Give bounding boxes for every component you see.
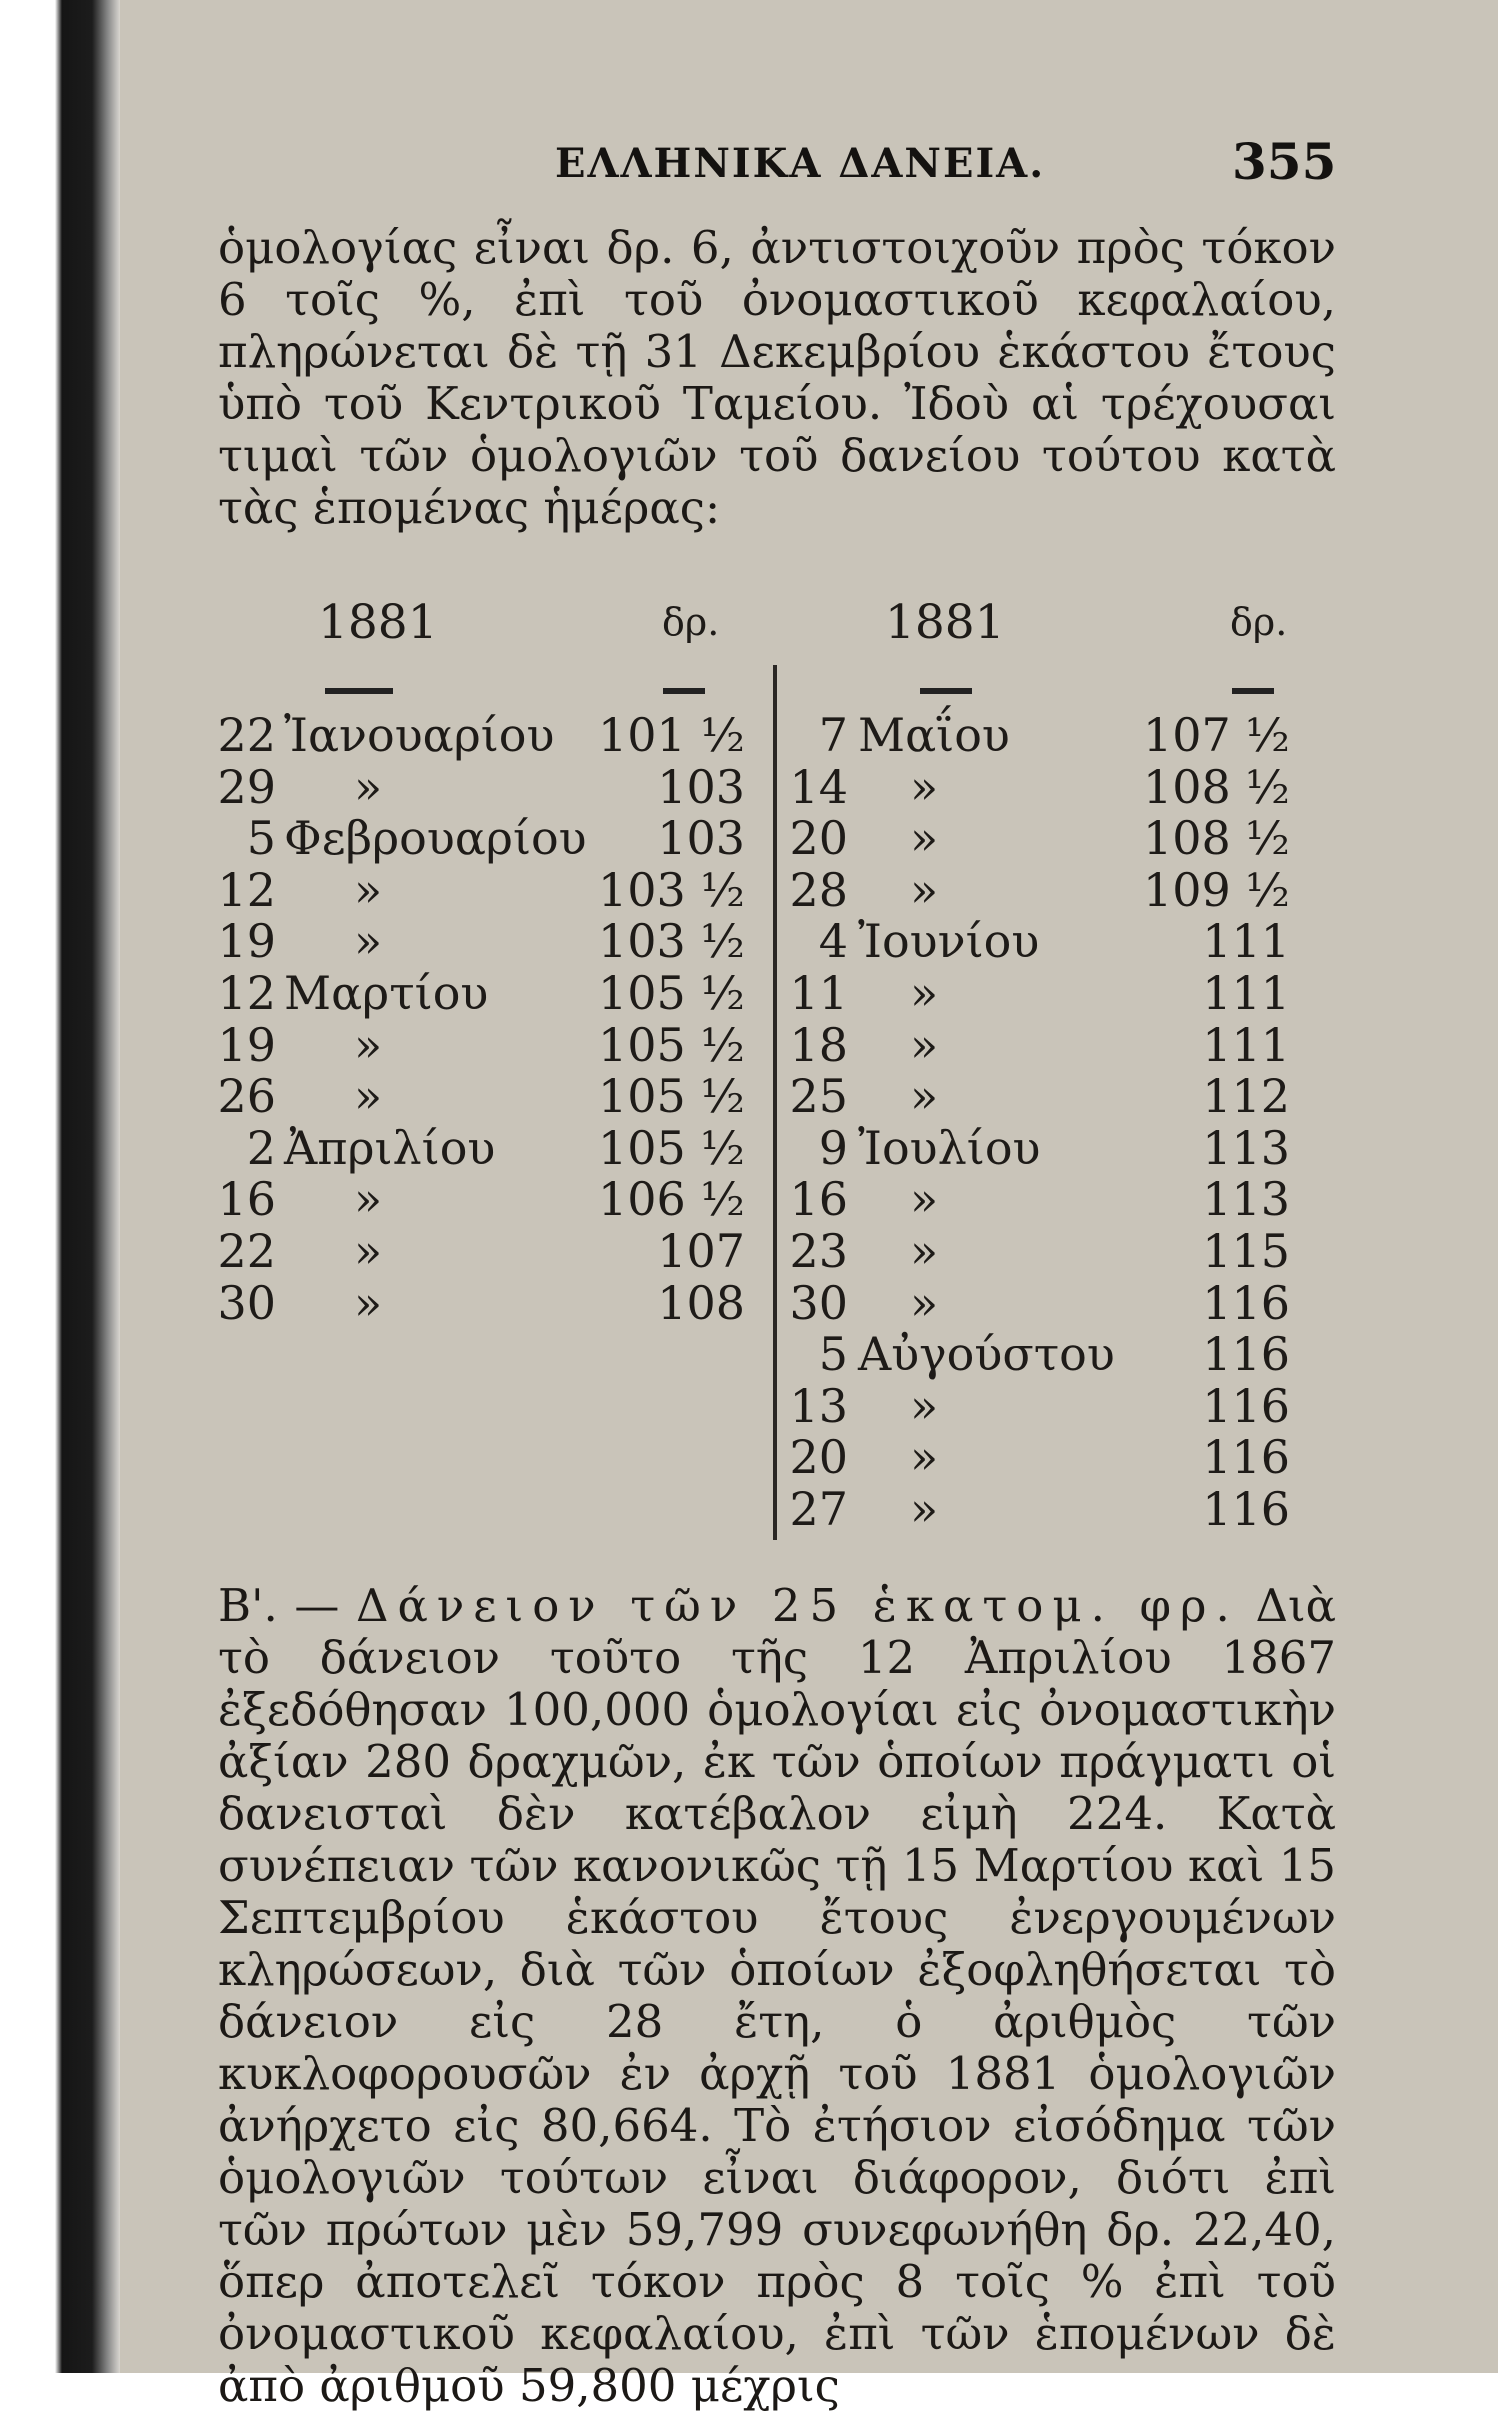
row-price-value: 105 ½: [597, 1017, 745, 1072]
row-day-value: 9: [818, 1120, 848, 1175]
row-day-value: 30: [217, 1275, 276, 1330]
row-price: [1142, 708, 1290, 762]
row-price: [597, 862, 745, 917]
row-month-value: Ἰουλίου: [858, 1120, 1041, 1175]
row-day: [780, 968, 848, 1018]
section-b-paragraph: [218, 1580, 1336, 2412]
row-price-value: 116: [1202, 1327, 1290, 1382]
row-price-value: 112: [1202, 1069, 1290, 1124]
row-price: [1150, 1484, 1290, 1534]
row-day-value: 16: [217, 1172, 276, 1227]
row-month-value: »: [910, 1430, 939, 1485]
book-spine: [0, 0, 120, 2373]
row-day: [780, 1120, 848, 1175]
row-price: [600, 1226, 745, 1276]
row-month-value: »: [910, 1069, 939, 1124]
row-month-value: »: [354, 759, 383, 814]
row-price-value: 116: [1202, 1430, 1290, 1485]
row-price-value: 106 ½: [597, 1172, 745, 1227]
heading-rule: [663, 688, 705, 694]
row-day: [780, 1327, 848, 1382]
row-price: [1142, 811, 1290, 866]
row-month-value: »: [354, 1069, 383, 1124]
row-month-value: »: [910, 1172, 939, 1227]
row-price-value: 108: [657, 1275, 745, 1330]
row-price: [597, 1120, 745, 1175]
row-day-value: 20: [789, 1430, 848, 1485]
row-day-value: 23: [789, 1224, 848, 1278]
row-month-value: »: [354, 914, 383, 969]
row-month-value: »: [354, 1017, 383, 1072]
row-month-value: »: [910, 1482, 939, 1536]
row-price: [600, 811, 745, 866]
heading-rule: [325, 688, 393, 694]
row-price: [1150, 1017, 1290, 1072]
left-year-heading: 1881: [318, 595, 438, 650]
row-price-value: 101 ½: [597, 708, 745, 762]
row-price: [1150, 968, 1290, 1018]
row-price-value: 105 ½: [597, 1120, 745, 1175]
right-unit-heading: δρ.: [1230, 600, 1288, 644]
row-day: [217, 1017, 276, 1072]
row-price-value: 105 ½: [597, 966, 745, 1020]
column-divider: [773, 665, 777, 1540]
row-price-value: 107 ½: [1142, 708, 1290, 762]
row-day: [218, 968, 276, 1018]
row-price: [597, 708, 745, 762]
row-day: [780, 811, 848, 866]
row-price: [1150, 1378, 1290, 1433]
row-month-value: Αὐγούστου: [858, 1327, 1115, 1382]
row-day-value: 12: [217, 862, 276, 917]
row-price: [597, 1017, 745, 1072]
row-price-value: 108 ½: [1142, 811, 1290, 866]
section-b-title: Δάνειον τῶν 25 ἑκατομ. φρ.: [356, 1579, 1239, 1632]
row-day-value: 29: [217, 759, 276, 814]
row-price-value: 111: [1202, 1017, 1290, 1072]
row-day-value: 18: [789, 1017, 848, 1072]
row-price: [1142, 862, 1290, 917]
row-day: [218, 1226, 276, 1276]
row-day: [218, 710, 276, 760]
row-price-value: 103: [657, 759, 745, 814]
row-day-value: 22: [217, 1224, 276, 1278]
row-price-value: 108 ½: [1142, 759, 1290, 814]
row-month-value: »: [354, 1224, 383, 1278]
section-b-label: Β'. —: [218, 1579, 340, 1632]
row-month-value: Φεβρουαρίου: [284, 811, 587, 866]
row-price: [1150, 914, 1290, 969]
row-day-value: 28: [789, 862, 848, 917]
row-day-value: 16: [789, 1172, 848, 1227]
row-month-value: Ἰουνίου: [858, 914, 1040, 969]
row-price-value: 109 ½: [1142, 862, 1290, 917]
row-price: [597, 966, 745, 1020]
row-day-value: 19: [217, 914, 276, 969]
row-price: [597, 1172, 745, 1227]
row-day: [780, 1378, 848, 1433]
row-day: [218, 1120, 276, 1175]
running-head: ΕΛΛΗΝΙΚΑ ΔΑΝΕΙΑ.: [555, 140, 1046, 187]
row-month-value: »: [354, 1172, 383, 1227]
heading-rule: [1232, 688, 1274, 694]
row-price: [1150, 1430, 1290, 1485]
row-day-value: 20: [789, 811, 848, 866]
row-price-value: 107: [657, 1224, 745, 1278]
row-price: [1150, 1327, 1290, 1382]
intro-paragraph: ὁμολογίας εἶναι δρ. 6, ἀντιστοιχοῦν πρὸς τόκον 6 τοῖς %, ἐπὶ τοῦ ὀνομαστικοῦ κεφαλαίου, πληρώνεται δὲ τῇ 31 Δεκεμβρίου ἑκάστου ἔτους ὑπὸ τοῦ Κεντρικοῦ Ταμείου. Ἰδοὺ αἱ τρέχουσαι τιμαὶ τῶν ὁμολογιῶν τοῦ δανείου τούτου κατὰ τὰς ἑπομένας ἡμέρας:: [218, 221, 1336, 534]
row-day: [218, 811, 276, 866]
row-month-value: »: [354, 862, 383, 917]
row-month-value: »: [910, 966, 939, 1020]
left-unit-heading: δρ.: [662, 600, 720, 644]
row-day: [780, 914, 848, 969]
row-day-value: 7: [818, 708, 848, 762]
row-day: [780, 1226, 848, 1276]
row-day-value: 11: [789, 966, 848, 1020]
row-day: [780, 1430, 848, 1485]
row-day-value: 30: [789, 1275, 848, 1330]
row-day: [780, 1069, 848, 1124]
heading-rule: [920, 688, 972, 694]
row-day: [780, 1017, 848, 1072]
row-price-value: 105 ½: [597, 1069, 745, 1124]
row-month-value: »: [910, 1378, 939, 1433]
row-price-value: 103: [657, 811, 745, 866]
right-year-heading: 1881: [885, 595, 1005, 650]
row-price: [1150, 1226, 1290, 1276]
row-price-value: 113: [1202, 1172, 1290, 1227]
row-day: [217, 1069, 276, 1124]
row-price: [597, 1069, 745, 1124]
row-day-value: 14: [789, 759, 848, 814]
row-day: [780, 862, 848, 917]
row-price: [1150, 1069, 1290, 1124]
row-price-value: 111: [1202, 914, 1290, 969]
row-day: [780, 1172, 848, 1227]
row-price-value: 116: [1202, 1378, 1290, 1433]
row-price: [1150, 1275, 1290, 1330]
row-day-value: 12: [217, 966, 276, 1020]
row-month-value: »: [910, 759, 939, 814]
row-month-value: »: [910, 811, 939, 866]
row-month-value: Ἀπριλίου: [284, 1120, 496, 1175]
row-day-value: 22: [217, 708, 276, 762]
row-price-value: 111: [1202, 966, 1290, 1020]
row-price-value: 116: [1202, 1482, 1290, 1536]
row-day-value: 13: [789, 1378, 848, 1433]
row-day: [217, 1275, 276, 1330]
row-price: [600, 1275, 745, 1330]
row-day-value: 25: [789, 1069, 848, 1124]
row-price-value: 113: [1202, 1120, 1290, 1175]
row-month-value: »: [910, 1017, 939, 1072]
row-price: [600, 759, 745, 814]
row-day-value: 2: [246, 1120, 276, 1175]
row-month-value: »: [354, 1275, 383, 1330]
row-price: [1150, 1120, 1290, 1175]
row-day: [217, 914, 276, 969]
row-price-value: 103 ½: [597, 914, 745, 969]
row-day: [780, 759, 848, 814]
row-price: [1150, 1172, 1290, 1227]
row-day: [780, 1484, 848, 1534]
row-day-value: 4: [818, 914, 848, 969]
row-day-value: 27: [789, 1482, 848, 1536]
row-month-value: »: [910, 1224, 939, 1278]
row-month-value: »: [910, 1275, 939, 1330]
row-day-value: 5: [818, 1327, 848, 1382]
row-day-value: 26: [217, 1069, 276, 1124]
row-price-value: 115: [1202, 1224, 1290, 1278]
row-day: [780, 1275, 848, 1330]
row-day: [217, 862, 276, 917]
row-price: [597, 914, 745, 969]
row-price-value: 116: [1202, 1275, 1290, 1330]
section-b-text: Διὰ τὸ δάνειον τοῦτο τῆς 12 Ἀπριλίου 1867 ἐξεδόθησαν 100,000 ὁμολογίαι εἰς ὀνομαστικὴν ἀξίαν 280 δραχμῶν, ἐκ τῶν ὁποίων πράγματι οἱ δανεισταὶ δὲν κατέβαλον εἰμὴ 224. Κατὰ συνέπειαν τῶν κανονικῶς τῇ 15 Μαρτίου καὶ 15 Σεπτεμβρίου ἑκάστου ἔτους ἐνεργουμένων κληρώσεων, διὰ τῶν ὁποίων ἐξοφληθήσεται τὸ δάνειον εἰς 28 ἔτη, ὁ ἀριθμὸς τῶν κυκλοφορουσῶν ἐν ἀρχῇ τοῦ 1881 ὁμολογιῶν ἀνήρχετο εἰς 80,664. Τὸ ἐτήσιον εἰσόδημα τῶν ὁμολογιῶν τούτων εἶναι διάφορον, διότι ἐπὶ τῶν πρώτων μὲν 59,799 συνεφωνήθη δρ. 22,40, ὅπερ ἀποτελεῖ τόκον πρὸς 8 τοῖς % ἐπὶ τοῦ ὀνομαστικοῦ κεφαλαίου, ἐπὶ τῶν ἑπομένων δὲ ἀπὸ ἀριθμοῦ 59,800 μέχρις: [218, 1579, 1336, 2412]
row-day-value: 5: [246, 811, 276, 866]
row-month-value: Ἰανουαρίου: [284, 708, 555, 762]
row-month-value: Μαρτίου: [284, 966, 489, 1020]
row-price: [1142, 759, 1290, 814]
row-day: [217, 1172, 276, 1227]
row-day-value: 19: [217, 1017, 276, 1072]
row-day: [217, 759, 276, 814]
page-number: 355: [1232, 132, 1337, 191]
row-month-value: »: [910, 862, 939, 917]
row-day: [780, 710, 848, 760]
row-price-value: 103 ½: [597, 862, 745, 917]
row-month-value: Μαΐου: [858, 708, 1010, 762]
